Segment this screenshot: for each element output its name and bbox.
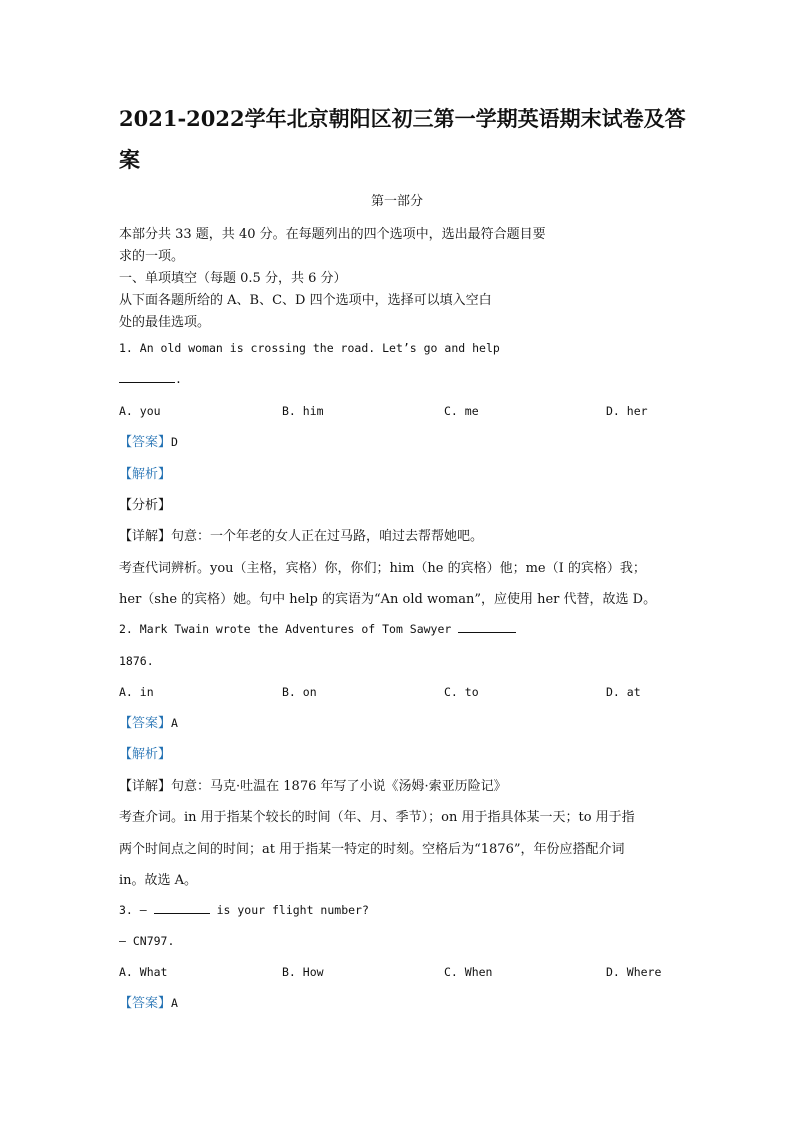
detail-label: 【详解】 [119,529,172,544]
q2-answer-blank [458,631,516,633]
q1-answer-value: D [171,435,178,449]
q1-option-b: B. him [282,404,324,418]
q1-analysis-label: 【解析】 [119,467,172,482]
answer-label: 【答案】 [119,435,172,450]
q1-detail [119,525,483,544]
section-title: 一、单项填空（每题 0.5 分，共 6 分） [119,271,347,286]
q3-option-c: C. When [444,965,493,979]
q3-stem-suffix: is your flight number? [216,903,369,917]
q2-stem [119,622,516,636]
q3-stem-2: — CN797. [119,934,175,948]
q2-explanation-2: 两个时间点之间的时间；at 用于指某一特定的时刻。空格后为“1876”，年份应搭配介词 [119,842,625,857]
q1-explanation-2: her（she 的宾格）她。句中 help 的宾语为“An old woman”，应使用 her 代替，故选 D。 [119,592,657,607]
q2-option-d: D. at [606,685,641,699]
section-desc-2: 处的最佳选项。 [119,315,211,330]
answer-label: 【答案】 [119,996,172,1011]
intro-line-2: 求的一项。 [119,249,185,264]
q1-fenxi-label: 【分析】 [119,498,172,513]
q2-answer-value: A [171,716,178,730]
q2-option-a: A. in [119,685,154,699]
q3-answer-value: A [171,996,178,1010]
q2-stem-2: 1876. [119,654,154,668]
title-line-1: 2021-2022学年北京朝阳区初三第一学期英语期末试卷及答 [119,106,686,131]
q3-answer [119,992,178,1011]
q2-option-c: C. to [444,685,479,699]
q2-explanation-3: in。故选 A。 [119,873,198,888]
q2-option-b: B. on [282,685,317,699]
q1-explanation-1: 考查代词辨析。you（主格，宾格）你，你们；him（he 的宾格）他；me（I 的宾格）我； [119,561,646,576]
part-heading: 第一部分 [370,194,423,209]
section-desc-1: 从下面各题所给的 A、B、C、D 四个选项中，选择可以填入空白 [119,293,492,308]
q3-answer-blank [154,912,210,914]
q2-detail [119,775,507,794]
q1-option-d: D. her [606,404,648,418]
q3-option-a: A. What [119,965,168,979]
q1-stem: 1. An old woman is crossing the road. Let’s go and help [119,341,500,355]
q1-option-c: C. me [444,404,479,418]
q2-stem-text: 2. Mark Twain wrote the Adventures of Tom Sawyer [119,622,452,636]
q1-answer [119,431,178,450]
q2-explanation-1: 考查介词。in 用于指某个较长的时间（年、月、季节）；on 用于指具体某一天；to 用于指 [119,810,635,825]
q2-detail-text: 句意：马克·吐温在 1876 年写了小说《汤姆·索亚历险记》 [171,779,507,794]
q3-stem-prefix: 3. — [119,903,147,917]
q1-detail-text: 句意：一个年老的女人正在过马路，咱过去帮帮她吧。 [171,529,484,544]
q3-option-d: D. Where [606,965,662,979]
q1-answer-blank [119,381,175,383]
q1-stem-end: . [175,372,182,386]
q2-answer [119,712,178,731]
answer-label: 【答案】 [119,716,172,731]
q2-analysis-label: 【解析】 [119,747,172,762]
title-line-2: 案 [119,147,140,172]
q3-option-b: B. How [282,965,324,979]
q1-option-a: A. you [119,404,161,418]
q3-stem [119,903,369,917]
detail-label: 【详解】 [119,779,172,794]
intro-line-1: 本部分共 33 题，共 40 分。在每题列出的四个选项中，选出最符合题目要 [119,227,546,242]
q1-blank-line [119,372,182,386]
document-title [119,98,699,180]
